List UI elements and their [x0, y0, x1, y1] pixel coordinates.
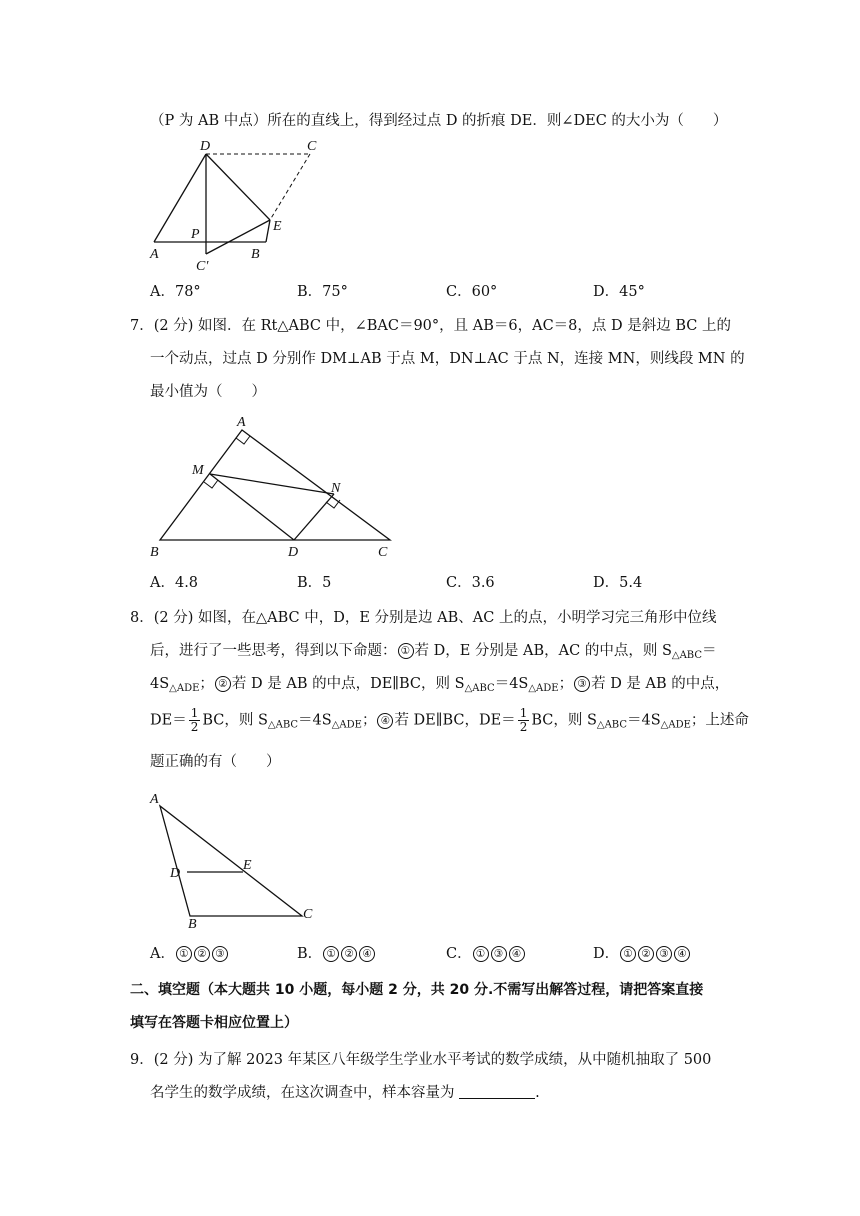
q7-line-3: 最小值为（ ） — [150, 384, 266, 400]
q8-label-A: A — [150, 792, 159, 807]
q6-label-E: E — [273, 219, 282, 234]
q7-option-b[interactable]: B．5 — [297, 575, 332, 591]
fraction-half-2: $\frac{1}{2}$ — [519, 706, 528, 734]
q8-line-1: 8．(2 分) 如图，在△ABC 中，D，E 分别是边 AB、AC 上的点，小明学习完三角形中位线 — [130, 610, 717, 626]
q8-line-5: 题正确的有（ ） — [150, 754, 281, 770]
q8-line-3: $4S_{\triangle ADE}$； ② 若 D 是 AB 的中点，DE∥BC，则 $S_{\triangle ABC}=4S_{\triangle ADE}$； ③ 若 D 是 AB 的中点， — [150, 676, 730, 694]
q7-line-1: 7．(2 分) 如图．在 Rt△ABC 中，∠BAC＝90°，且 AB＝6，AC＝8，点 D 是斜边 BC 上的 — [130, 318, 731, 334]
q6-option-a[interactable]: A．78° — [150, 284, 201, 300]
q7-label-B: B — [150, 545, 159, 560]
q6-stem-tail: （P 为 AB 中点）所在的直线上，得到经过点 D 的折痕 DE．则∠DEC 的大小为（ ） — [150, 113, 728, 129]
q8-option-d[interactable]: D． ① ② ③ ④ — [593, 944, 691, 964]
q7-label-N: N — [331, 481, 341, 496]
q7-figure — [140, 410, 400, 565]
q7-label-D: D — [288, 545, 299, 560]
q6-label-D: D — [200, 139, 211, 154]
circled-1: ① — [398, 643, 414, 659]
q9-answer-blank[interactable] — [459, 1084, 535, 1099]
q8-line-4: DE＝ $\frac{1}{2}$ BC，则 $S_{\triangle ABC}=4S_{\triangle ADE}$； ④ 若 DE∥BC，DE＝ $\frac{1}{2}$ BC，则 $S_{\triangle ABC}=4S_{\triangle ADE}$；上述命 — [150, 706, 749, 734]
q6-option-b[interactable]: B．75° — [297, 284, 348, 300]
q7-label-A: A — [237, 415, 246, 430]
q8-label-B: B — [188, 917, 197, 931]
q8-line-2: 后，进行了一些思考，得到以下命题： ① 若 D，E 分别是 AB，AC 的中点，则 $S_{\triangle ABC}=$ — [150, 643, 717, 661]
circled-2: ② — [215, 676, 231, 692]
q8-option-b[interactable]: B． ① ② ④ — [297, 944, 376, 964]
q6-option-c[interactable]: C．60° — [446, 284, 498, 300]
q6-label-C: C — [307, 139, 317, 154]
q8-label-C: C — [303, 907, 313, 922]
circled-3: ③ — [574, 676, 590, 692]
q6-label-A: A — [150, 247, 159, 262]
q8-option-a[interactable]: A． ① ② ③ — [150, 944, 229, 964]
fraction-half: $\frac{1}{2}$ — [190, 706, 199, 734]
q8-label-E: E — [243, 858, 252, 873]
q7-label-M: M — [192, 463, 204, 478]
q6-label-B: B — [251, 247, 260, 262]
q7-line-2: 一个动点，过点 D 分别作 DM⊥AB 于点 M，DN⊥AC 于点 N，连接 MN，则线段 MN 的 — [150, 351, 745, 367]
q6-label-P: P — [191, 227, 200, 242]
q7-option-c[interactable]: C．3.6 — [446, 575, 495, 591]
q8-figure — [140, 786, 330, 931]
section-2-heading-2: 填写在答题卡相应位置上） — [130, 1015, 298, 1031]
q8-label-D: D — [170, 866, 181, 881]
q7-option-d[interactable]: D．5.4 — [593, 575, 643, 591]
circled-4: ④ — [377, 713, 393, 729]
q9-line-2: 名学生的数学成绩，在这次调查中，样本容量为 . — [150, 1085, 540, 1101]
section-2-heading-1: 二、填空题（本大题共 10 小题，每小题 2 分，共 20 分.不需写出解答过程，请把答案直接 — [130, 982, 704, 998]
q6-option-d[interactable]: D．45° — [593, 284, 645, 300]
q6-figure — [140, 132, 340, 272]
q7-label-C: C — [378, 545, 388, 560]
q6-label-Cprime: C′ — [196, 259, 209, 272]
q7-option-a[interactable]: A．4.8 — [150, 575, 199, 591]
q8-option-c[interactable]: C． ① ③ ④ — [446, 944, 526, 964]
q9-line-1: 9．(2 分) 为了解 2023 年某区八年级学生学业水平考试的数学成绩，从中随机抽取了 500 — [130, 1052, 712, 1068]
